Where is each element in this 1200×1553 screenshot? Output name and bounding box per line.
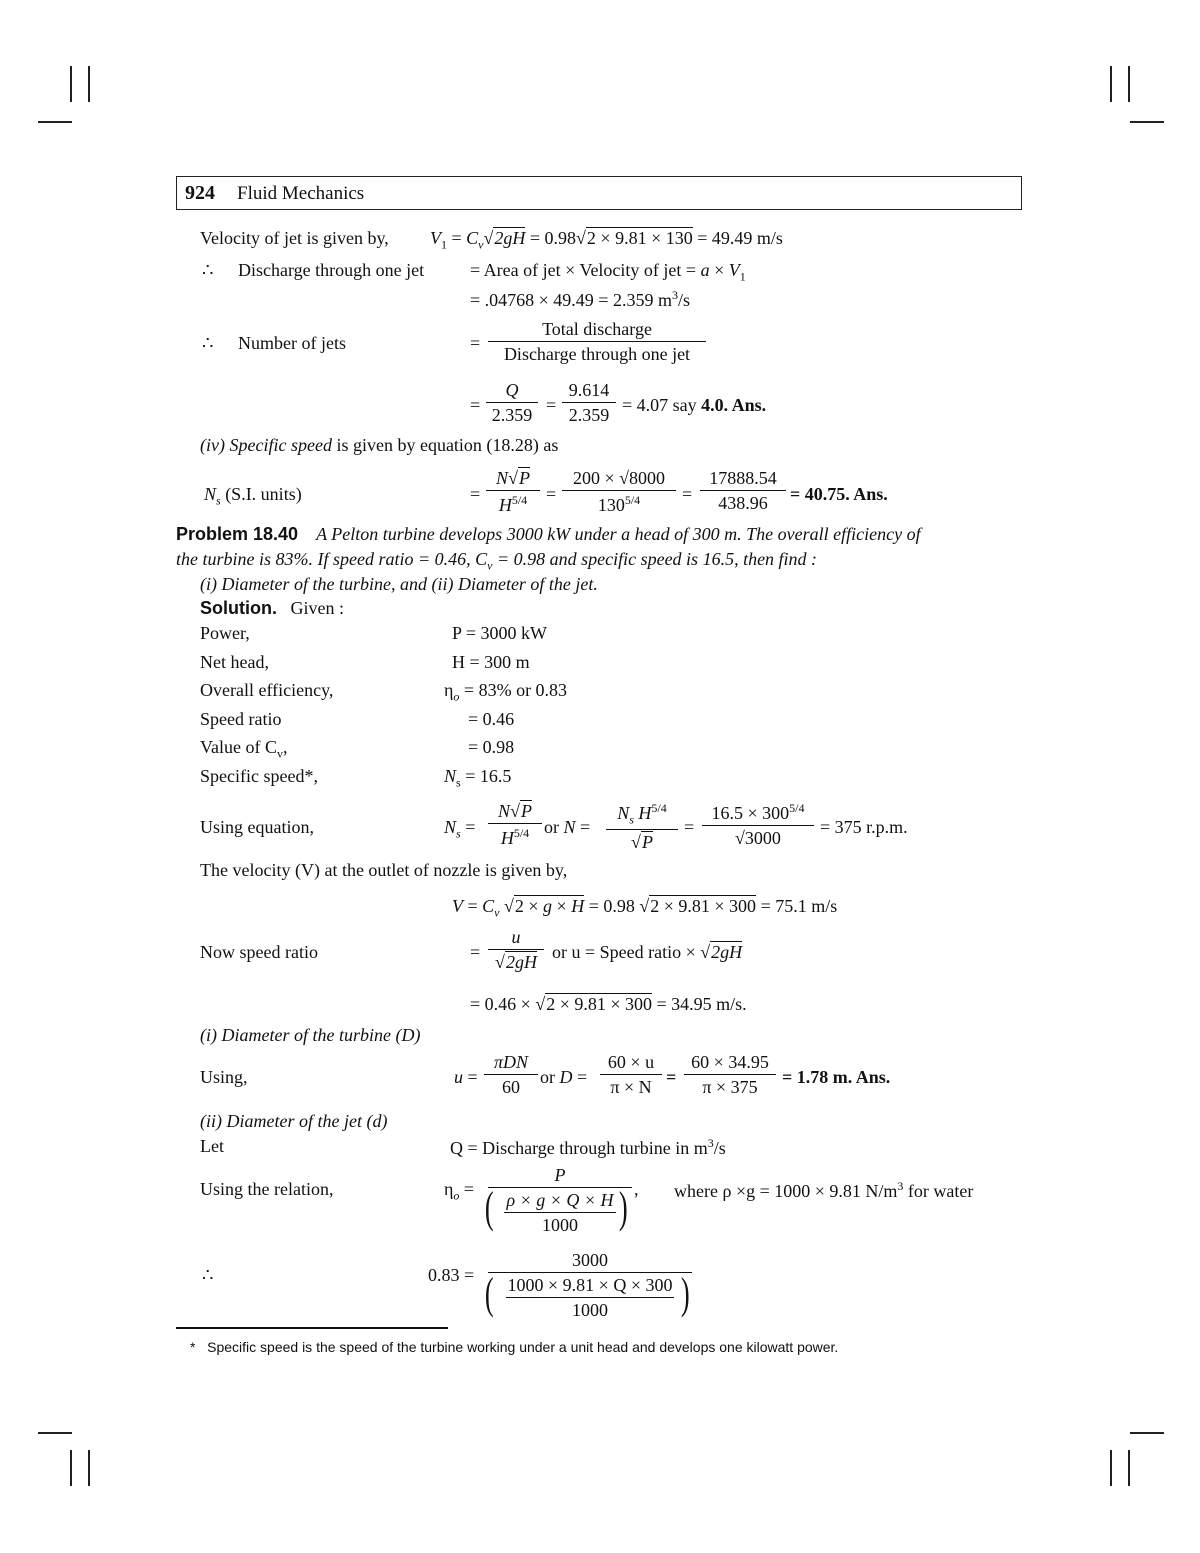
ns-answer: = 40.75. Ans.: [790, 484, 888, 504]
ns-fraction-1: $\frac{N√P}{H^{5/4}}$: [486, 469, 540, 514]
ns-label: $N_s$ (S.I. units): [204, 484, 302, 508]
crop-mark: [1130, 1432, 1164, 1434]
crop-mark: [88, 1450, 90, 1486]
therefore-symbol: ∴: [202, 333, 214, 353]
jets-result: = 4.07 say 4.0. Ans.: [622, 395, 767, 415]
crop-mark: [1110, 66, 1112, 102]
problem-line-2: the turbine is 83%. If speed ratio = 0.46, $C_v = 0.98$ and specific speed is 16.5, then find :: [176, 549, 818, 573]
footnote: * Specific speed is the speed of the turbine working under a unit head and develops one kilowatt power.: [190, 1339, 839, 1355]
eq-083: 0.83 =: [428, 1265, 475, 1285]
given-value: $\eta_o = 83\%$ or 0.83: [444, 680, 568, 704]
crop-mark: [1128, 1450, 1130, 1486]
therefore-symbol: ∴: [202, 260, 214, 280]
equals-sign: =: [684, 817, 695, 837]
equals-sign: =: [470, 942, 481, 962]
crop-mark: [88, 66, 90, 102]
diameter-turbine-heading: (i) Diameter of the turbine (D): [200, 1025, 421, 1045]
equals-sign: =: [546, 484, 557, 504]
velocity-label: Velocity of jet is given by,: [200, 228, 389, 248]
page-number: 924: [185, 182, 215, 204]
or-n-equals: or N =: [544, 817, 591, 837]
discharge-label: Discharge through one jet: [238, 260, 425, 280]
left-paren: (: [484, 1183, 494, 1232]
ns-eq-fraction-2: $\frac{N_s H^{5/4}}{√P}$: [606, 802, 678, 851]
using-equation-label: Using equation,: [200, 817, 314, 837]
q-definition: Q = Discharge through turbine in $m^3/s$: [450, 1136, 726, 1158]
given-value: P = 3000 kW: [452, 623, 547, 643]
rpm-result: = 375 r.p.m.: [820, 817, 908, 837]
diameter-jet-heading: (ii) Diameter of the jet (d): [200, 1111, 388, 1131]
u-result: = 0.46 × √2 × 9.81 × 300 = 34.95 m/s.: [470, 994, 747, 1014]
given-label: Overall efficiency,: [200, 680, 334, 700]
velocity-symbol: V: [430, 228, 441, 248]
problem-label: Problem 18.40: [176, 524, 299, 544]
u-equals: u =: [454, 1067, 478, 1087]
discharge-eq2: = .04768 × 49.49 = 2.359 $m^3/s$: [470, 288, 690, 310]
discharge-eq1: = Area of jet × Velocity of jet = $a \times V_1$: [470, 260, 746, 284]
ns-fraction-3: $\frac{17888.54}{438.96}$: [700, 469, 786, 512]
given-value: $N_s = 16.5$: [444, 766, 512, 790]
given-value: H = 300 m: [452, 652, 530, 672]
right-paren: ): [680, 1269, 690, 1318]
jets-fraction: Total discharge Discharge through one jet: [488, 320, 706, 363]
velocity-equation: $V_1 = C_v√2gH = 0.98√2 \times 9.81 \times 130 = 49.49$ m/s: [430, 228, 783, 252]
crop-mark: [38, 121, 72, 123]
given-label: Speed ratio: [200, 709, 282, 729]
d-fraction-1: πDN 60: [484, 1053, 538, 1096]
discharge-fraction: $\frac{9.614}{2.359}$: [562, 381, 616, 424]
speed-ratio-fraction: $\frac{u}{√2gH}$: [488, 928, 544, 971]
let-label: Let: [200, 1136, 224, 1156]
crop-mark: [38, 1432, 72, 1434]
given-label: Net head,: [200, 652, 269, 672]
or-d-equals: or D =: [540, 1067, 588, 1087]
therefore-symbol: ∴: [202, 1265, 214, 1285]
comma: ,: [634, 1179, 639, 1199]
ns-fraction-2: $\frac{200 \times √8000}{130^{5/4}}$: [562, 469, 676, 514]
d-fraction-3: $\frac{60 \times 34.95}{\pi \times 375}$: [684, 1053, 776, 1096]
d-answer: = 1.78 m. Ans.: [782, 1067, 891, 1087]
eta-symbol: $\eta_o$ =: [444, 1179, 475, 1203]
footnote-rule: [176, 1327, 448, 1329]
equals-sign: =: [682, 484, 693, 504]
given-value: = 0.98: [468, 737, 515, 757]
velocity-nozzle-eq: $V = C_v$ √2 × g × H = 0.98 √2 × 9.81 × 300 = 75.1 m/s: [452, 896, 838, 920]
relation-fraction: $\frac{P}{\frac{\rho \times g \times Q \times H}{1000}}$: [488, 1166, 632, 1234]
using-label: Using,: [200, 1067, 248, 1087]
crop-mark: [70, 66, 72, 102]
ns-eq-fraction-3: $\frac{16.5 \times 300^{5/4}}{√3000}$: [702, 802, 814, 847]
book-title: Fluid Mechanics: [237, 183, 365, 204]
equals-sign: =: [546, 395, 557, 415]
left-paren: (: [484, 1269, 494, 1318]
specific-speed-line: (iv) Specific speed is given by equation (18.28) as: [200, 435, 559, 455]
equals-sign: =: [470, 484, 481, 504]
velocity-result: = 49.49 m/s: [697, 228, 783, 248]
ns-eq-fraction-1: $\frac{N√P}{H^{5/4}}$: [488, 802, 542, 847]
equals-sign: =: [666, 1067, 677, 1087]
equals-sign: =: [470, 333, 481, 353]
where-note: where ρ ×g = 1000 × 9.81 $N/m^3$ for water: [674, 1179, 974, 1201]
problem-line-1: Problem 18.40 A Pelton turbine develops 3000 kW under a head of 300 m. The overall efficiency of: [176, 524, 921, 544]
given-value: = 0.46: [468, 709, 515, 729]
final-fraction: $\frac{3000}{\frac{1000 \times 9.81 \times Q \times 300}{1000}}$: [488, 1251, 692, 1319]
speed-ratio-label: Now speed ratio: [200, 942, 318, 962]
given-label: Power,: [200, 623, 250, 643]
crop-mark: [1130, 121, 1164, 123]
crop-mark: [1110, 1450, 1112, 1486]
crop-mark: [1128, 66, 1130, 102]
speed-ratio-eq: or u = Speed ratio × √2gH: [552, 942, 743, 962]
crop-mark: [70, 1450, 72, 1486]
right-paren: ): [618, 1183, 628, 1232]
d-fraction-2: $\frac{60 \times u}{\pi \times N}$: [600, 1053, 662, 1096]
jets-label: Number of jets: [238, 333, 346, 353]
using-relation-label: Using the relation,: [200, 1179, 334, 1199]
q-fraction: $\frac{Q}{2.359}$: [486, 381, 538, 424]
solution-heading: Solution. Given :: [200, 598, 344, 618]
equals-sign: =: [470, 395, 481, 415]
given-label: Value of $C_v$,: [200, 737, 288, 761]
problem-line-3: (i) Diameter of the turbine, and (ii) Diameter of the jet.: [200, 574, 598, 594]
velocity-text: The velocity (V) at the outlet of nozzle is given by,: [200, 860, 568, 880]
page-header: [176, 176, 1022, 210]
ns-symbol: $N_s$ =: [444, 817, 476, 841]
given-label: Specific speed*,: [200, 766, 318, 786]
